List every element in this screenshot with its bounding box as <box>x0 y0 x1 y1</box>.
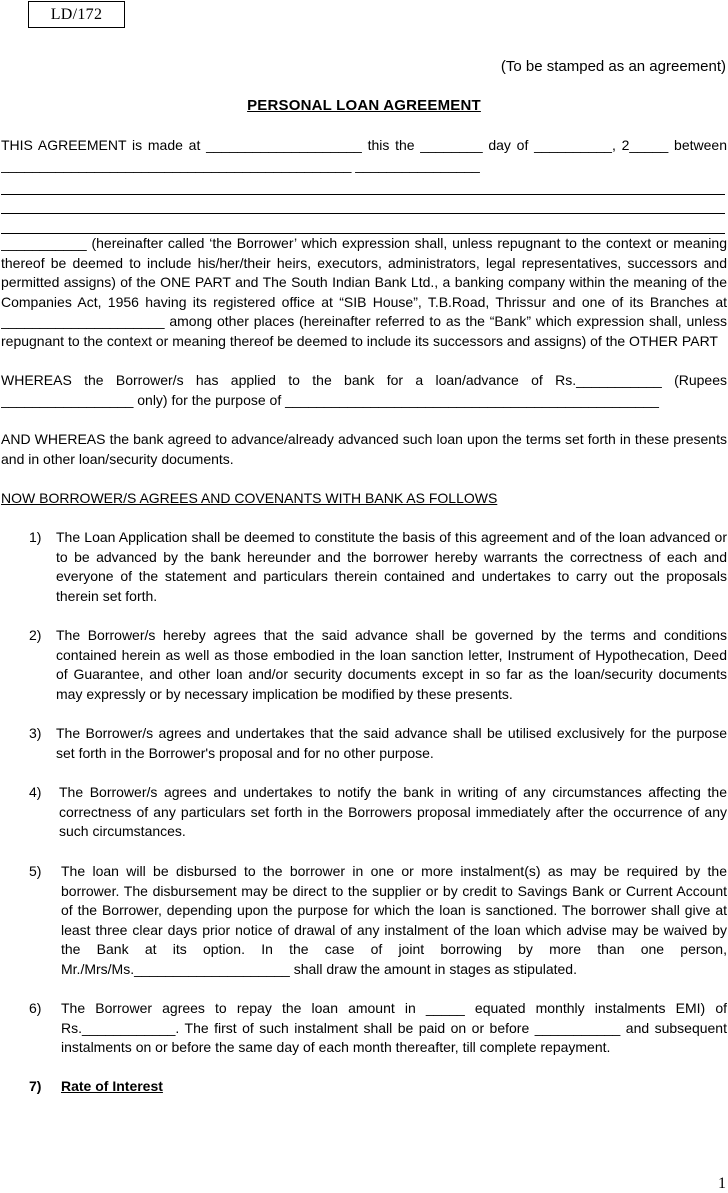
preamble-line: repugnant to the context or meaning thereof be deemed to include its successors and assigns) of the OTHER PART <box>1 332 718 349</box>
clause-body <box>59 783 727 842</box>
blank-line <box>1 214 725 234</box>
page-number: 1 <box>718 1175 726 1192</box>
clause-line: therein set forth. <box>56 587 158 604</box>
clause-body <box>61 862 727 979</box>
clause-line: correctness of any particulars set forth in the Borrowers proposal immediately after the occurrence of any <box>59 803 727 820</box>
clause-line: The Borrower/s agrees and undertakes to notify the bank in writing of any circumstances affecting the <box>59 784 727 800</box>
whereas-line: _________________ only) for the purpose of ________________________________________________ <box>1 391 659 408</box>
clause-number: 7) <box>29 1078 42 1094</box>
preamble-line: thereof be deemed to include his/her/their heirs, executors, administrators, legal representatives, successors and <box>1 254 727 271</box>
clause-line: Rs.____________. The first of such instalment shall be paid on or before ___________ and subsequent <box>61 1019 727 1036</box>
clause-line: The Borrower/s hereby agrees that the said advance shall be governed by the terms and conditions <box>56 627 727 643</box>
blank-line <box>1 175 725 195</box>
clause-number: 5) <box>29 863 42 879</box>
and-whereas-line: AND WHEREAS the bank agreed to advance/already advanced such loan upon the terms set forth in these presents <box>1 431 727 447</box>
preamble-line: Companies Act, 1956 having its registered office at “SIB House”, T.B.Road, Thrissur and one of its Branches at <box>1 293 727 310</box>
clause-line: The Borrower agrees to repay the loan amount in _____ equated monthly instalments EMI) of <box>61 1000 727 1016</box>
clause-line: may expressly or by necessary implication be modified by these presents. <box>56 685 513 702</box>
stamp-note: (To be stamped as an agreement) <box>500 58 726 75</box>
blank-line <box>1 195 725 215</box>
clause-line: of Guarantee, and other loan and/or security documents except in so far as the loan/security documents <box>56 666 727 682</box>
clause-body <box>56 724 727 763</box>
clause-line: the Bank at its option. In the case of joint borrowing by more than one person, <box>61 941 727 957</box>
covenant-heading: NOW BORROWER/S AGREES AND COVENANTS WITH BANK AS FOLLOWS <box>1 490 498 506</box>
preamble-line: ___________ (hereinafter called ‘the Borrower’ which expression shall, unless repugnant to the context or meaning <box>1 235 727 251</box>
preamble-line: THIS AGREEMENT is made at ____________________ this the ________ day of __________, 2_____ between <box>1 137 727 153</box>
clause-line: set forth in the Borrower's proposal and for no other purpose. <box>56 744 434 761</box>
form-code: LD/172 <box>50 5 103 23</box>
clause-line: borrower. The disbursement may be direct to the supplier or by credit to Savings Bank or Current Account <box>61 882 727 899</box>
preamble-continuation <box>1 234 727 351</box>
clause-line: least three clear days prior notice of drawal of any instalment of the loan which advise may be waived by <box>61 921 727 938</box>
and-whereas-line: and in other loan/security documents. <box>1 450 234 467</box>
blank-lines <box>1 175 725 234</box>
preamble-line: permitted assigns) of the ONE PART and The South Indian Bank Ltd., a banking company within the meaning of the <box>1 274 727 290</box>
clause-line: of the Borrower, depending upon the purpose for which the loan is sanctioned. The borrower shall give at <box>61 902 727 918</box>
clause-line: The Borrower/s agrees and undertakes that the said advance shall be utilised exclusively for the purpose <box>56 725 727 741</box>
clause-line: The Loan Application shall be deemed to constitute the basis of this agreement and of the loan advanced or <box>56 529 727 545</box>
clause-number: 4) <box>29 784 42 800</box>
whereas-clause <box>1 371 727 410</box>
clause-number: 1) <box>29 529 42 545</box>
document-title: PERSONAL LOAN AGREEMENT <box>247 97 481 114</box>
clause-number: 3) <box>29 725 42 741</box>
clause-number: 2) <box>29 627 42 643</box>
clause-body <box>56 626 727 704</box>
clause-body <box>56 528 727 606</box>
clause-line: instalments on or before the same day of each month thereafter, till complete repayment. <box>61 1039 611 1055</box>
clause-line: such circumstances. <box>59 823 186 839</box>
clause-number: 6) <box>29 1000 42 1016</box>
clause-title: Rate of Interest <box>61 1078 163 1094</box>
clause-line: to be advanced by the bank hereunder and the borrower hereby warrants the correctness of each and <box>56 548 727 565</box>
whereas-line: WHEREAS the Borrower/s has applied to the bank for a loan/advance of Rs.___________ (Rupees <box>1 372 727 388</box>
clause-line: The loan will be disbursed to the borrower in one or more instalment(s) as may be required by the <box>61 863 727 879</box>
clause-line: contained herein as well as those embodied in the loan sanction letter, Instrument of Hypothecation, Deed <box>56 646 727 663</box>
form-code-box <box>28 1 125 28</box>
clause-body <box>61 999 727 1058</box>
and-whereas-clause <box>1 430 727 469</box>
preamble-line: _____________________________________________ ________________ <box>1 156 480 173</box>
preamble <box>1 136 727 175</box>
clause-line: Mr./Mrs/Ms.____________________ shall draw the amount in stages as stipulated. <box>61 960 577 977</box>
preamble-line: _____________________ among other places (hereinafter referred to as the “Bank” which expression shall, unless <box>1 313 727 329</box>
clause-line: everyone of the statement and particulars therein contained and undertakes to carry out the proposals <box>56 568 727 584</box>
